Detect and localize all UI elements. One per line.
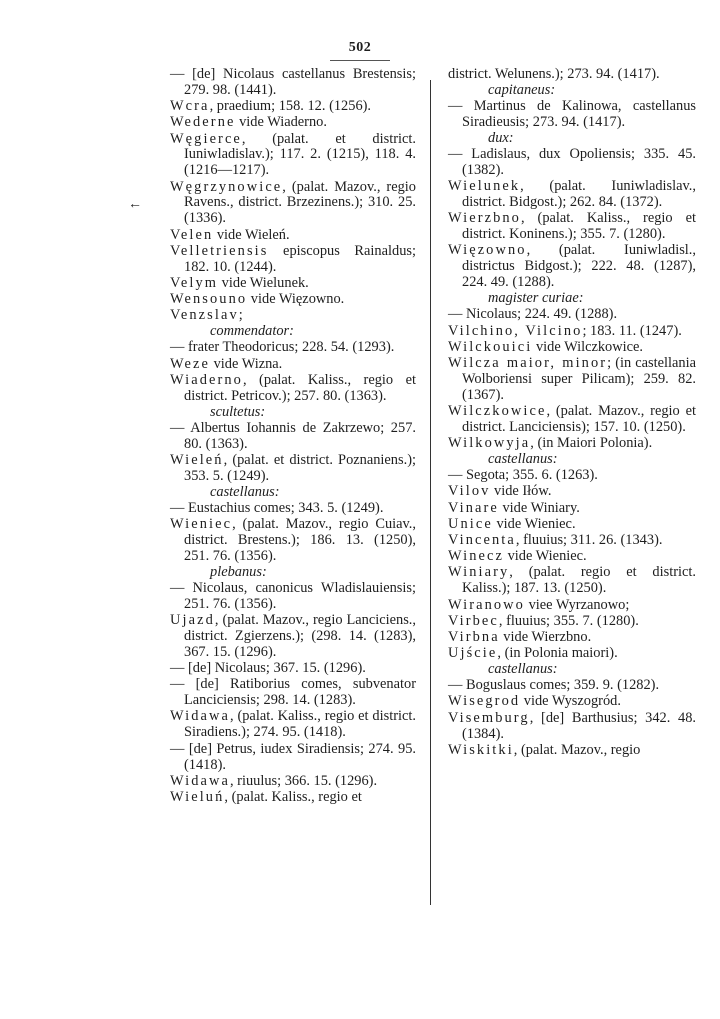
index-entry	[170, 421, 416, 453]
index-entry	[170, 180, 416, 228]
index-entry	[448, 533, 696, 549]
column-divider	[430, 80, 431, 905]
entry-text: , praedium; 158. 12. (1256).	[209, 98, 372, 115]
entry-text: episcopus Rainaldus; 182. 10. (1244).	[184, 242, 416, 275]
index-entry	[448, 743, 696, 759]
entry-headword: Winecz	[448, 548, 504, 565]
entry-headword: Wieluń	[170, 788, 225, 805]
index-entry	[170, 132, 416, 180]
entry-text: , (palat. Mazov., regio Lanciciens., district. Zgierzens.); (298. 14. (1283), 367. 15. (1296).	[184, 612, 416, 660]
entry-text: , (palat. Kaliss., regio et district. Koninens.); 355. 7. (1280).	[462, 210, 696, 243]
entry-text: vide Wierzbno.	[499, 628, 592, 645]
section-subheading: capitaneus:	[488, 82, 556, 99]
index-entry	[170, 99, 416, 115]
entry-text: , (palat. Iuniwladislav., district. Bidgost.); 262. 84. (1372).	[462, 178, 696, 211]
entry-headword: Weze	[170, 355, 210, 372]
entry-text: , (palat. Mazov., regio Ravens., district. Brzezinens.); 310. 25. (1336).	[184, 178, 416, 227]
entry-headword: Ujście	[448, 645, 498, 662]
entry-headword: Wieniec	[170, 516, 233, 533]
index-entry	[170, 67, 416, 99]
entry-text: , (palat. Kaliss., regio et district. Petricov.); 257. 80. (1363).	[184, 371, 416, 404]
entry-text: vide Wieniec.	[503, 548, 587, 565]
entry-headword: Wilcza maior, minor	[448, 354, 608, 371]
entry-headword: Widawa	[170, 772, 230, 789]
entry-text: vide Wyszogród.	[520, 693, 621, 710]
index-entry	[448, 307, 696, 323]
entry-headword: Winiary	[448, 564, 510, 581]
entry-headword: Ujazd	[170, 612, 215, 629]
index-entry	[170, 308, 416, 324]
entry-text: , [de] Barthusius; 342. 48. (1384).	[462, 709, 696, 742]
entry-headword: Widawa	[170, 708, 230, 725]
entry-text: vide Wizna.	[210, 355, 283, 372]
entry-text: vide Wiaderno.	[235, 114, 327, 131]
entry-headword: Wederne	[170, 114, 236, 131]
entry-text: — Nicolaus; 224. 49. (1288).	[448, 306, 618, 323]
entry-text: vide Wieleń.	[213, 226, 290, 243]
entry-text: — Eustachius comes; 343. 5. (1249).	[170, 499, 384, 516]
section-subheading: commendator:	[210, 323, 294, 340]
entry-text: — Martinus de Kalinowa, castellanus Siradieusis; 273. 94. (1417).	[448, 98, 696, 131]
entry-headword: Vilov	[448, 483, 491, 500]
entry-text: , (palat. Iuniwladisl., districtus Bidgost.); 222. 48. (1287), 224. 49. (1288).	[462, 242, 696, 291]
entry-headword: Wierzbno	[448, 210, 521, 227]
entry-headword: Węgierce	[170, 130, 242, 147]
entry-headword: Vilchino, Vilcino	[448, 322, 583, 339]
entry-headword: Wieleń	[170, 451, 224, 468]
entry-headword: Wiskitki	[448, 741, 514, 758]
entry-headword: Wilczkowice	[448, 403, 547, 419]
entry-headword: Wiaderno	[170, 371, 243, 388]
index-entry	[170, 742, 416, 774]
entry-text: ; 183. 11. (1247).	[582, 322, 682, 339]
section-subheading: castellanus:	[488, 661, 558, 678]
entry-text: viee Wyrzanowo;	[524, 596, 630, 613]
entry-text: , fluuius; 355. 7. (1280).	[498, 612, 639, 629]
index-entry	[170, 115, 416, 131]
entry-text: — Nicolaus, canonicus Wladislauiensis; 251. 76. (1356).	[170, 580, 416, 612]
index-entry	[448, 598, 696, 614]
entry-text: , (palat. et district. Iuniwladislav.); 117. 2. (1215), 118. 4. (1216—1217).	[184, 130, 416, 179]
entry-text: — frater Theodoricus; 228. 54. (1293).	[170, 339, 395, 356]
entry-text: — Albertus Iohannis de Zakrzewo; 257. 80. (1363).	[170, 419, 416, 452]
entry-headword: Velletriensis	[170, 242, 269, 259]
index-entry	[448, 549, 696, 565]
index-entry	[448, 484, 696, 500]
entry-text: , (in Maiori Polonia).	[530, 435, 653, 452]
section-subheading: magister curiae:	[488, 290, 584, 307]
entry-text: vide Iłów.	[490, 483, 552, 500]
index-entry	[170, 581, 416, 613]
entry-headword: Wcra	[170, 98, 210, 115]
entry-text: , (in Polonia maiori).	[497, 645, 618, 662]
index-entry	[170, 292, 416, 308]
index-entry	[170, 661, 416, 677]
entry-headword: Velym	[170, 274, 219, 291]
index-entry	[448, 630, 696, 646]
entry-text: , (palat. Kaliss., regio et district. Siradiens.); 274. 95. (1418).	[184, 708, 416, 741]
entry-text: , fluuius; 311. 26. (1343).	[515, 532, 663, 549]
right-column	[448, 67, 696, 759]
entry-text: — Segota; 355. 6. (1263).	[448, 467, 598, 484]
index-entry	[448, 614, 696, 630]
entry-text: vide Więzowno.	[247, 291, 345, 308]
entry-text: , (palat. regio et district. Kaliss.); 187. 13. (1250).	[462, 564, 696, 597]
section-subheading: scultetus:	[210, 403, 266, 420]
entry-headword: Wilckouici	[448, 338, 533, 355]
entry-text: — [de] Nicolaus; 367. 15. (1296).	[170, 660, 366, 677]
index-entry	[448, 517, 696, 533]
entry-headword: Virbna	[448, 628, 500, 645]
entry-text: , (palat. Mazov., regio et district. Lanciciensis); 157. 10. (1250).	[462, 403, 696, 435]
entry-text: vide Wilczkowice.	[532, 338, 644, 355]
entry-text: — [de] Ratiborius comes, subvenator Lanciciensis; 298. 14. (1283).	[170, 676, 416, 709]
entry-headword: Velen	[170, 226, 214, 243]
index-entry	[448, 99, 696, 131]
index-entry	[448, 646, 696, 662]
index-entry	[170, 244, 416, 276]
entry-text: ; (in castellania Wolboriensi super Pilicam); 259. 82. (1367).	[462, 354, 696, 403]
index-entry	[448, 243, 696, 291]
index-entry	[448, 324, 696, 340]
entry-text: , (palat. Kaliss., regio et	[224, 788, 362, 805]
entry-text: , (palat. et district. Poznaniens.); 353. 5. (1249).	[184, 451, 416, 484]
index-entry	[448, 211, 696, 243]
index-entry	[170, 677, 416, 709]
section-subheading: plebanus:	[210, 564, 267, 581]
index-entry	[448, 468, 696, 484]
entry-text: ;	[238, 307, 243, 324]
entry-text: district. Welunens.); 273. 94. (1417).	[448, 66, 660, 82]
index-entry	[170, 228, 416, 244]
entry-text: vide Winiary.	[498, 499, 580, 516]
left-column	[170, 67, 416, 806]
index-entry	[170, 613, 416, 661]
index-entry	[448, 436, 696, 452]
entry-headword: Visemburg	[448, 709, 530, 726]
section-subheading: castellanus:	[488, 451, 558, 468]
margin-arrow-mark: ←	[128, 197, 142, 212]
index-entry	[170, 774, 416, 790]
entry-headword: Venzslav	[170, 307, 239, 324]
index-entry	[170, 517, 416, 565]
index-entry	[448, 694, 696, 710]
index-entry	[448, 501, 696, 517]
entry-headword: Węgrzynowice	[170, 178, 283, 195]
entry-text: — Ladislaus, dux Opoliensis; 335. 45. (1382).	[448, 146, 696, 179]
entry-text: , riuulus; 366. 15. (1296).	[229, 772, 378, 789]
entry-text: — Boguslaus comes; 359. 9. (1282).	[448, 677, 660, 694]
entry-text: vide Wielunek.	[218, 274, 309, 291]
index-entry	[448, 147, 696, 179]
index-entry	[448, 67, 696, 83]
index-entry	[170, 340, 416, 356]
entry-text: — [de] Nicolaus castellanus Brestensis; 279. 98. (1441).	[170, 66, 416, 98]
entry-headword: Virbec	[448, 612, 499, 629]
index-entry	[170, 276, 416, 292]
entry-text: vide Wieniec.	[492, 515, 576, 532]
index-entry	[448, 565, 696, 597]
entry-headword: Wielunek	[448, 178, 521, 195]
index-entry	[448, 356, 696, 404]
entry-headword: Unice	[448, 515, 493, 532]
index-entry	[170, 709, 416, 741]
section-subheading: dux:	[488, 130, 514, 147]
index-entry	[170, 357, 416, 373]
index-entry	[448, 179, 696, 211]
entry-headword: Wilkowyja	[448, 435, 531, 452]
entry-text: — [de] Petrus, iudex Siradiensis; 274. 95. (1418).	[170, 740, 416, 773]
section-subheading: castellanus:	[210, 484, 280, 501]
index-entry	[170, 501, 416, 517]
index-entry	[448, 678, 696, 694]
index-entry	[448, 340, 696, 356]
entry-headword: Vincenta	[448, 532, 516, 549]
entry-headword: Więzowno	[448, 242, 527, 259]
index-entry	[448, 711, 696, 743]
index-entry	[170, 790, 416, 806]
entry-headword: Vinare	[448, 499, 499, 516]
index-entry	[170, 453, 416, 485]
entry-headword: Wiranowo	[448, 596, 525, 613]
entry-text: , (palat. Mazov., regio Cuiav., district. Brestens.); 186. 13. (1250), 251. 76. (1356).	[184, 516, 416, 564]
entry-text: , (palat. Mazov., regio	[513, 741, 641, 758]
index-entry	[448, 404, 696, 436]
page-number: 502	[0, 40, 720, 61]
entry-headword: Wisegrod	[448, 693, 521, 710]
index-entry	[170, 373, 416, 405]
entry-headword: Wensouno	[170, 291, 248, 308]
